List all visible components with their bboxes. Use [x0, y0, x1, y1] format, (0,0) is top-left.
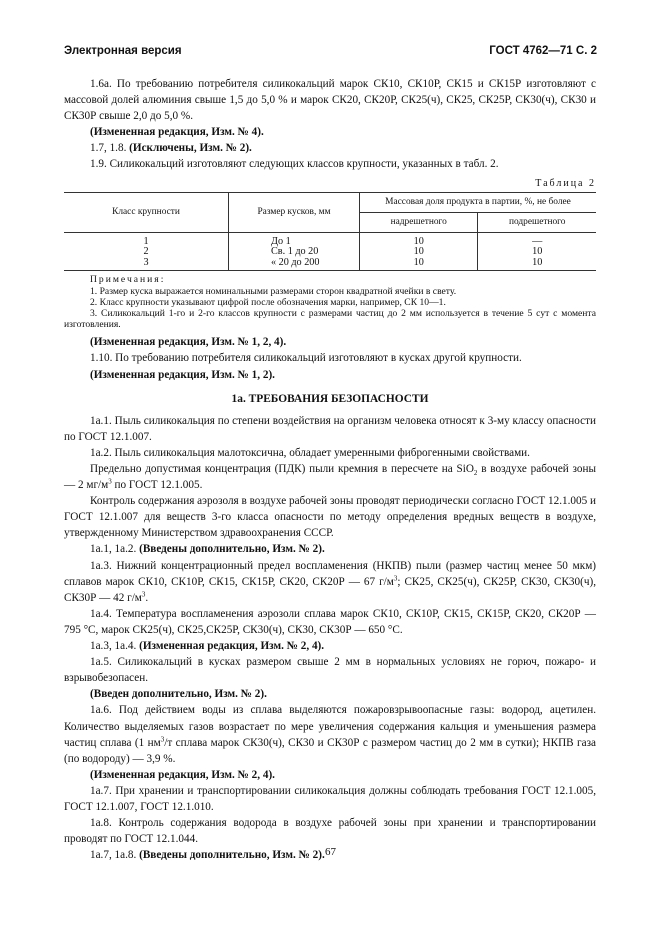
clause-1-6a: 1.6а. По требованию потребителя силикокальций марок СК10, СК10Р, СК15 и СК15Р изготовляют с массовой долей алюминия свыше 1,5 до 5,0 % и марок СК20, СК20Р, СК25(ч), СК25, СК25Р, СК30(ч), СК30 и СК30Р свыше 2,0 до 5,0 %.	[64, 78, 596, 123]
text-run: в воздухе рабочей зоны — 2 мг/м	[64, 463, 597, 492]
cell-size: До 1	[229, 232, 360, 247]
cell-undersize: 10	[478, 258, 596, 271]
superscript: 3	[141, 590, 146, 599]
header-piece-size: Размер кусков, мм	[229, 192, 360, 232]
table-header-row	[64, 192, 596, 212]
cell-undersize: 10	[478, 247, 596, 258]
text-run: .	[145, 591, 149, 604]
note-1: 1. Размер куска выражается номинальными размерами сторон квадратной ячейки в свету.	[90, 285, 457, 297]
clause-1-10: 1.10. По требованию потребителя силикокальций изготовляют в кусках другой крупности.	[90, 352, 522, 365]
table-label: Таблица 2	[535, 177, 596, 189]
header-size-class: Класс крупности	[64, 192, 229, 232]
text-run: по ГОСТ 12.1.005.	[111, 479, 203, 492]
cell-oversize: 10	[360, 258, 478, 271]
size-class-table	[64, 192, 596, 272]
text-run: 1а.3. Нижний концентрационный предел воспламенения (НКПВ) пыли (размер частиц менее 50 мкм) сплавов марок СК10, СК10Р, СК15, СК15Р, СК20, СК20Р — 67 г/м	[64, 559, 596, 588]
header-standard-ref: ГОСТ 4762—71 С. 2	[489, 45, 597, 57]
document-body	[64, 76, 596, 863]
superscript: 3	[393, 573, 398, 582]
clause-number: 1а.3, 1а.4.	[90, 640, 140, 653]
amendment-note: (Введен дополнительно, Изм. № 2).	[90, 688, 267, 701]
amendment-note: (Измененная редакция, Изм. № 4).	[90, 126, 264, 139]
clause-1a-4: 1а.4. Температура воспламенения аэрозоли сплава марок СК10, СК10Р, СК15, СК15Р, СК20, СК20Р — 795 °С, марок СК25(ч), СК25,СК25Р, СК30(ч), СК30, СК30Р — 650 °С.	[64, 607, 596, 636]
cell-undersize: —	[478, 232, 596, 247]
clause-1a-5: 1а.5. Силикокальций в кусках размером свыше 2 мм в нормальных условиях не горюч, пожаро- и взрывобезопасен.	[64, 656, 596, 685]
text-run: /т сплава марок СК30(ч), СК30 и СК30Р с размером частиц до 2 мм в сутки); НКПВ газа (по водороду) — 3,9 %.	[64, 736, 596, 765]
cell-oversize: 10	[360, 247, 478, 258]
clause-1a-6	[64, 702, 596, 766]
section-title-safety: 1а. ТРЕБОВАНИЯ БЕЗОПАСНОСТИ	[231, 392, 429, 405]
cell-oversize: 10	[360, 232, 478, 247]
note-3: 3. Силикокальций 1-го и 2-го классов крупности с размерами частиц до 2 мм используется в течение 5 сут с момента изготовления.	[64, 307, 596, 331]
clause-1-7-1-8	[64, 140, 596, 156]
text-run: 1а.6. Под действием воды из сплава выделяются пожаровзрывоопасные газы: водород, ацетилен. Количество выделяемых газов возрастает по мере увеличения содержания кальция и уменьшения размера частиц сплава (1 нм	[64, 704, 596, 749]
clause-1a-8: 1а.8. Контроль содержания водорода в воздухе рабочей зоны при хранении и транспортировании проводят по ГОСТ 12.1.044.	[64, 817, 596, 846]
clause-1a-2: 1а.2. Пыль силикокальция малотоксична, обладает умеренными фиброгенными свойствами.	[90, 446, 530, 459]
header-oversize: надрешетного	[360, 212, 478, 232]
clause-1-9: 1.9. Силикокальций изготовляют следующих классов крупности, указанных в табл. 2.	[90, 158, 499, 171]
table-row	[64, 258, 596, 271]
amendment-note: (Измененная редакция, Изм. № 2, 4).	[90, 768, 275, 781]
clause-1a-3	[64, 558, 596, 606]
cell-class: 1	[64, 232, 229, 247]
clause-pdk	[64, 461, 596, 493]
clause-1a-1: 1а.1. Пыль силикокальция по степени воздействия на организм человека относят к 3-му классу опасности по ГОСТ 12.1.007.	[64, 414, 596, 443]
cell-size: Св. 1 до 20	[229, 247, 360, 258]
notes-title: Примечания:	[90, 274, 166, 286]
note-2: 2. Класс крупности указывают цифрой после обозначения марки, например, СК 10—1.	[90, 296, 446, 308]
amendment-note: (Исключены, Изм. № 2).	[129, 142, 252, 155]
text-run: ; СК25, СК25(ч), СК25Р, СК30, СК30(ч), СК30Р — 42 г/м	[64, 575, 596, 604]
clause-control: Контроль содержания аэрозоля в воздухе рабочей зоны проводят периодически согласно ГОСТ 12.1.005 и ГОСТ 12.1.007 для веществ 3-го класса опасности по методу определения вредных веществ в воздухе, утвержденному Министерством здравоохранения СССР.	[64, 495, 596, 540]
page-number: 67	[325, 846, 336, 858]
amendment-note: (Измененная редакция, Изм. № 1, 2).	[90, 368, 275, 381]
amendment-note: (Измененная редакция, Изм. № 2, 4).	[139, 640, 325, 653]
subscript: 2	[473, 469, 478, 478]
header-undersize: подрешетного	[478, 212, 596, 232]
table-notes	[64, 274, 596, 330]
clause-1a-3-1a-4	[64, 638, 596, 654]
clause-1a-1-1a-2	[64, 541, 596, 557]
amendment-note: (Измененная редакция, Изм. № 1, 2, 4).	[90, 336, 287, 349]
amendment-note: (Введены дополнительно, Изм. № 2).	[139, 543, 325, 556]
clause-number: 1.7, 1.8.	[90, 142, 130, 155]
cell-class: 3	[64, 258, 229, 271]
cell-class: 2	[64, 247, 229, 258]
table-row	[64, 232, 596, 247]
amendment-note: (Введены дополнительно, Изм. № 2).	[139, 849, 325, 862]
superscript: 3	[108, 477, 112, 486]
clause-number: 1а.1, 1а.2.	[90, 543, 140, 556]
clause-1a-7: 1а.7. При хранении и транспортировании силикокальция должны соблюдать требования ГОСТ 12.1.005, ГОСТ 12.1.007, ГОСТ 12.1.010.	[64, 784, 596, 813]
header-mass-share: Массовая доля продукта в партии, %, не более	[360, 192, 597, 212]
header-electronic-version: Электронная версия	[64, 45, 182, 57]
clause-number: 1а.7, 1а.8.	[90, 849, 140, 862]
superscript: 3	[160, 734, 165, 743]
cell-size: « 20 до 200	[229, 258, 360, 271]
text-run: Предельно допустимая концентрация (ПДК) пыли кремния в пересчете на SiO	[90, 463, 474, 476]
